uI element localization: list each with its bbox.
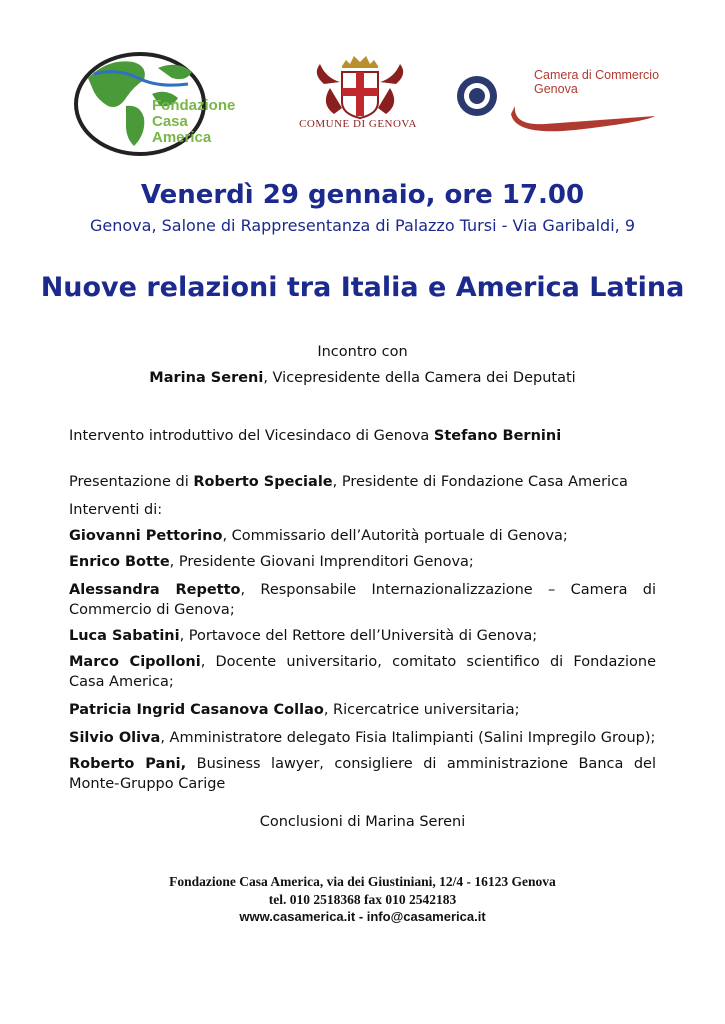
speaker-role: , Amministratore delegato Fisia Italimpianti (Salini Impregilo Group); [160, 730, 656, 746]
presentazione-role: , Presidente di Fondazione Casa America [332, 474, 628, 490]
casa-logo-line2: Casa [152, 113, 188, 130]
meeting-intro: Incontro con [317, 344, 408, 360]
footer-phone: tel. 010 2518368 fax 010 2542183 [268, 892, 457, 907]
speaker-name: Enrico Botte [69, 554, 170, 570]
speaker-item [69, 728, 656, 748]
speaker-name: Roberto Pani, [69, 756, 187, 772]
guest-name: Marina Sereni [149, 370, 264, 386]
speaker-item [69, 754, 656, 794]
camera-label-line1: Camera di Commercio [534, 68, 660, 82]
speaker-role: , Portavoce del Rettore dell’Università di Genova; [179, 628, 538, 644]
event-title: Nuove relazioni tra Italia e America Latina [40, 272, 685, 303]
speaker-item [69, 580, 656, 620]
speaker-item [69, 526, 656, 546]
comune-label: COMUNE DI GENOVA [299, 118, 417, 130]
camera-label-line2: Genova [534, 82, 578, 96]
speaker-name: Marco Cipolloni [69, 654, 201, 670]
conclusioni: Conclusioni di Marina Sereni [259, 814, 466, 830]
speaker-item [69, 700, 656, 720]
speaker-item [69, 652, 656, 692]
casa-logo-line3: America [152, 129, 212, 146]
speaker-role: , Docente universitario, comitato scientifico di Fondazione Casa America; [69, 654, 656, 690]
interventi-label: Interventi di: [69, 502, 163, 518]
event-date: Venerdì 29 gennaio, ore 17.00 [140, 180, 585, 210]
casa-america-logo [68, 48, 238, 158]
speaker-role: , Presidente Giovani Imprenditori Genova; [169, 554, 474, 570]
event-place: Genova, Salone di Rappresentanza di Palazzo Tursi - Via Garibaldi, 9 [90, 216, 635, 235]
guest-role: , Vicepresidente della Camera dei Deputati [263, 370, 576, 386]
intervento-introduttivo [69, 426, 656, 446]
meeting-guest [0, 370, 725, 386]
presentazione-text: Presentazione di [69, 474, 194, 490]
intervento-name: Stefano Bernini [433, 428, 562, 444]
presentazione [69, 472, 656, 492]
speaker-name: Patricia Ingrid Casanova Collao [69, 702, 324, 718]
casa-logo-line1: Fondazione [152, 97, 236, 114]
intervento-text: Intervento introduttivo del Vicesindaco di Genova [69, 428, 434, 444]
speaker-role: Business lawyer, consigliere di amministrazione Banca del Monte-Gruppo Carige [69, 756, 656, 792]
speaker-name: Silvio Oliva [69, 730, 161, 746]
presentazione-name: Roberto Speciale [193, 474, 333, 490]
speaker-item [69, 552, 656, 572]
speaker-name: Alessandra Repetto [69, 582, 241, 598]
footer-address: Fondazione Casa America, via dei Giustiniani, 12/4 - 16123 Genova [169, 874, 556, 889]
footer-web[interactable]: www.casamerica.it - info@casamerica.it [239, 909, 486, 924]
speaker-role: , Commissario dell’Autorità portuale di Genova; [222, 528, 568, 544]
speaker-role: , Ricercatrice universitaria; [323, 702, 520, 718]
camera-label [534, 68, 659, 96]
speaker-item [69, 626, 656, 646]
logo-bar [0, 40, 725, 160]
speaker-name: Luca Sabatini [69, 628, 180, 644]
speaker-name: Giovanni Pettorino [69, 528, 223, 544]
speaker-role: , Responsabile Internazionalizzazione – Camera di Commercio di Genova; [69, 582, 657, 618]
